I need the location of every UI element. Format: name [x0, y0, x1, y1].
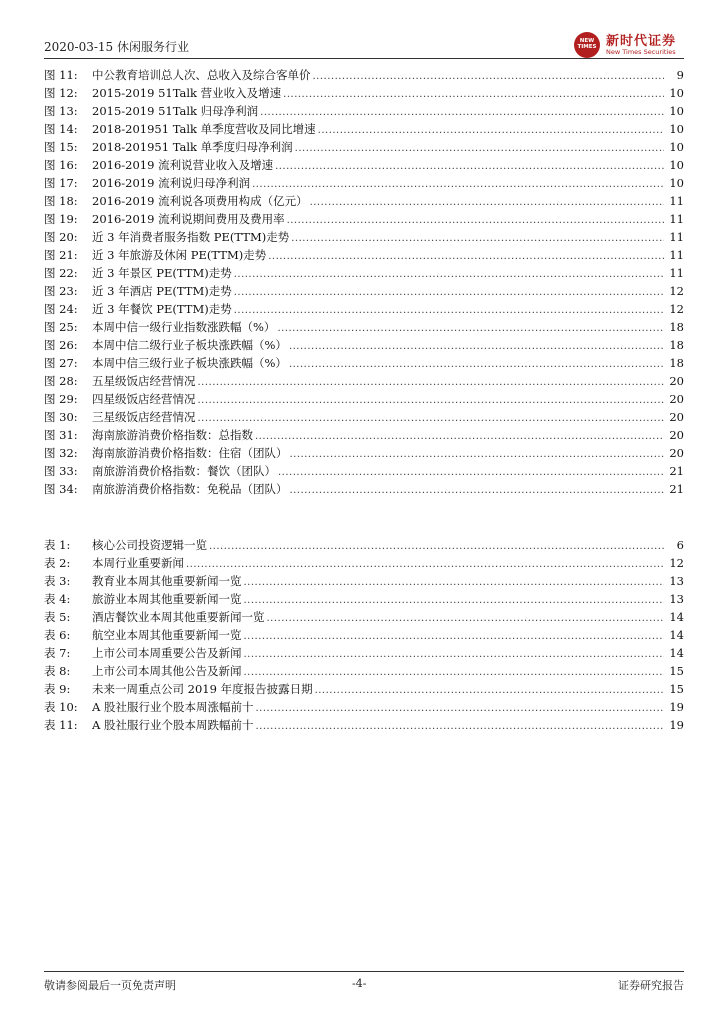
- toc-entry-label: 图 29:: [44, 392, 78, 406]
- toc-entry-title: 教育业本周其他重要新闻一览: [92, 574, 242, 588]
- toc-dot-leader: [92, 716, 664, 734]
- toc-entry-title: 海南旅游消费价格指数：总指数: [92, 428, 253, 442]
- toc-entry-label: 图 11:: [44, 68, 78, 82]
- toc-dot-leader: [92, 698, 664, 716]
- toc-entry-title: 海南旅游消费价格指数：住宿（团队）: [92, 446, 288, 460]
- toc-entry-label: 表 4:: [44, 592, 71, 606]
- toc-entry-page: 21: [669, 482, 684, 496]
- toc-entry-page: 13: [669, 574, 684, 588]
- toc-entry-page: 18: [669, 320, 684, 334]
- table-toc-row[interactable]: [44, 554, 684, 572]
- figure-toc-row[interactable]: [44, 408, 684, 426]
- toc-entry-page: 20: [669, 374, 684, 388]
- table-toc-row[interactable]: [44, 644, 684, 662]
- toc-entry-label: 图 18:: [44, 194, 78, 208]
- toc-dot-leader: [92, 210, 664, 228]
- toc-entry-page: 10: [669, 122, 684, 136]
- figure-toc-row[interactable]: [44, 354, 684, 372]
- figure-list: [44, 66, 684, 498]
- toc-entry-title: 四星级饭店经营情况: [92, 392, 196, 406]
- table-toc-row[interactable]: [44, 626, 684, 644]
- toc-dot-leader: [92, 662, 664, 680]
- toc-entry-page: 12: [669, 302, 684, 316]
- figure-toc-row[interactable]: [44, 336, 684, 354]
- toc-entry-label: 图 15:: [44, 140, 78, 154]
- toc-entry-page: 15: [669, 682, 684, 696]
- figure-toc-row[interactable]: [44, 372, 684, 390]
- toc-entry-page: 10: [669, 140, 684, 154]
- toc-dot-leader: [92, 480, 664, 498]
- toc-entry-page: 15: [669, 664, 684, 678]
- figure-toc-row[interactable]: [44, 300, 684, 318]
- toc-entry-page: 11: [669, 266, 684, 280]
- toc-entry-label: 图 28:: [44, 374, 78, 388]
- toc-entry-label: 图 24:: [44, 302, 78, 316]
- toc-dot-leader: [92, 426, 664, 444]
- toc-entry-page: 10: [669, 158, 684, 172]
- footer-divider: [44, 971, 684, 972]
- toc-entry-label: 图 27:: [44, 356, 78, 370]
- toc-dot-leader: [92, 120, 664, 138]
- toc-dot-leader: [92, 246, 664, 264]
- toc-entry-page: 12: [669, 556, 684, 570]
- toc-dot-leader: [92, 572, 664, 590]
- table-list: [44, 536, 684, 734]
- toc-entry-page: 9: [676, 68, 684, 82]
- toc-dot-leader: [92, 608, 664, 626]
- table-toc-row[interactable]: [44, 572, 684, 590]
- toc-entry-title: 2016-2019 流利说期间费用及费用率: [92, 212, 285, 226]
- toc-entry-page: 6: [676, 538, 684, 552]
- toc-entry-title: A 股社服行业个股本周跌幅前十: [92, 718, 254, 732]
- toc-entry-page: 10: [669, 86, 684, 100]
- toc-entry-page: 11: [669, 230, 684, 244]
- toc-entry-label: 图 12:: [44, 86, 78, 100]
- figure-toc-row[interactable]: [44, 480, 684, 498]
- figure-toc-row[interactable]: [44, 156, 684, 174]
- toc-entry-title: 中公教育培训总人次、总收入及综合客单价: [92, 68, 311, 82]
- toc-entry-title: 近 3 年景区 PE(TTM)走势: [92, 266, 232, 280]
- toc-dot-leader: [92, 300, 664, 318]
- toc-entry-label: 表 10:: [44, 700, 78, 714]
- toc-dot-leader: [92, 680, 664, 698]
- toc-entry-title: 三星级饭店经营情况: [92, 410, 196, 424]
- toc-entry-label: 图 13:: [44, 104, 78, 118]
- toc-dot-leader: [92, 138, 664, 156]
- figure-toc-row[interactable]: [44, 282, 684, 300]
- figure-toc-row[interactable]: [44, 102, 684, 120]
- toc-entry-page: 12: [669, 284, 684, 298]
- toc-entry-label: 图 14:: [44, 122, 78, 136]
- toc-entry-label: 图 34:: [44, 482, 78, 496]
- figure-toc-row[interactable]: [44, 246, 684, 264]
- toc-entry-page: 13: [669, 592, 684, 606]
- header-divider: [44, 58, 684, 59]
- toc-entry-title: 2018-201951 Talk 单季度归母净利润: [92, 140, 293, 154]
- toc-entry-title: 本周中信三级行业子板块涨跌幅（%）: [92, 356, 287, 370]
- toc-entry-label: 图 16:: [44, 158, 78, 172]
- toc-dot-leader: [92, 282, 664, 300]
- table-toc-row[interactable]: [44, 536, 684, 554]
- table-toc-row[interactable]: [44, 698, 684, 716]
- toc-entry-title: 2018-201951 Talk 单季度营收及同比增速: [92, 122, 316, 136]
- toc-entry-title: 近 3 年消费者服务指数 PE(TTM)走势: [92, 230, 290, 244]
- table-toc-row[interactable]: [44, 716, 684, 734]
- toc-entry-page: 11: [669, 212, 684, 226]
- figure-toc-row[interactable]: [44, 66, 684, 84]
- toc-entry-label: 表 5:: [44, 610, 71, 624]
- toc-entry-label: 图 19:: [44, 212, 78, 226]
- logo-badge-icon: NEW TIMES: [574, 32, 600, 58]
- toc-dot-leader: [92, 228, 664, 246]
- toc-entry-page: 18: [669, 338, 684, 352]
- toc-entry-title: 五星级饭店经营情况: [92, 374, 196, 388]
- toc-dot-leader: [92, 626, 664, 644]
- toc-dot-leader: [92, 102, 664, 120]
- toc-entry-page: 18: [669, 356, 684, 370]
- toc-entry-label: 表 6:: [44, 628, 71, 642]
- figure-toc-row[interactable]: [44, 318, 684, 336]
- footer-report-type: 证券研究报告: [618, 979, 684, 992]
- toc-entry-title: 航空业本周其他重要新闻一览: [92, 628, 242, 642]
- table-toc-row[interactable]: [44, 608, 684, 626]
- figure-toc-row[interactable]: [44, 462, 684, 480]
- figure-toc-row[interactable]: [44, 228, 684, 246]
- toc-entry-label: 表 2:: [44, 556, 71, 570]
- toc-entry-page: 20: [669, 446, 684, 460]
- toc-entry-title: 旅游业本周其他重要新闻一览: [92, 592, 242, 606]
- table-toc-row[interactable]: [44, 590, 684, 608]
- toc-entry-title: 上市公司本周其他公告及新闻: [92, 664, 242, 678]
- toc-entry-title: 本周行业重要新闻: [92, 556, 184, 570]
- figure-toc-row[interactable]: [44, 390, 684, 408]
- toc-dot-leader: [92, 264, 664, 282]
- toc-dot-leader: [92, 336, 664, 354]
- toc-dot-leader: [92, 354, 664, 372]
- toc-entry-page: 19: [669, 718, 684, 732]
- figure-toc-row[interactable]: [44, 210, 684, 228]
- toc-entry-page: 20: [669, 428, 684, 442]
- toc-dot-leader: [92, 318, 664, 336]
- figure-toc-row[interactable]: [44, 84, 684, 102]
- brand-logo: [574, 30, 686, 60]
- toc-entry-page: 10: [669, 176, 684, 190]
- toc-entry-page: 10: [669, 104, 684, 118]
- toc-entry-title: 2016-2019 流利说各项费用构成（亿元）: [92, 194, 308, 208]
- figure-toc-row[interactable]: [44, 192, 684, 210]
- toc-dot-leader: [92, 66, 664, 84]
- toc-entry-label: 表 7:: [44, 646, 71, 660]
- logo-english-name: New Times Securities: [606, 48, 676, 56]
- toc-entry-page: 14: [669, 610, 684, 624]
- toc-entry-title: 上市公司本周重要公告及新闻: [92, 646, 242, 660]
- toc-entry-page: 11: [669, 248, 684, 262]
- toc-entry-page: 14: [669, 628, 684, 642]
- toc-entry-label: 图 20:: [44, 230, 78, 244]
- toc-entry-title: 2015-2019 51Talk 营业收入及增速: [92, 86, 282, 100]
- toc-dot-leader: [92, 390, 664, 408]
- toc-dot-leader: [92, 408, 664, 426]
- toc-entry-page: 19: [669, 700, 684, 714]
- table-toc-row[interactable]: [44, 662, 684, 680]
- toc-entry-label: 图 22:: [44, 266, 78, 280]
- page-number: -4-: [352, 977, 367, 990]
- toc-dot-leader: [92, 536, 664, 554]
- toc-entry-title: 2016-2019 流利说归母净利润: [92, 176, 251, 190]
- toc-entry-label: 图 31:: [44, 428, 78, 442]
- toc-entry-label: 图 33:: [44, 464, 78, 478]
- footer-disclaimer: 敬请参阅最后一页免责声明: [44, 979, 176, 992]
- toc-entry-title: 南旅游消费价格指数：餐饮（团队）: [92, 464, 276, 478]
- toc-dot-leader: [92, 372, 664, 390]
- toc-dot-leader: [92, 192, 664, 210]
- figure-toc-row[interactable]: [44, 138, 684, 156]
- toc-entry-label: 表 3:: [44, 574, 71, 588]
- toc-dot-leader: [92, 462, 664, 480]
- toc-entry-label: 图 26:: [44, 338, 78, 352]
- toc-entry-label: 图 25:: [44, 320, 78, 334]
- toc-entry-title: A 股社服行业个股本周涨幅前十: [92, 700, 254, 714]
- toc-entry-page: 21: [669, 464, 684, 478]
- toc-entry-page: 11: [669, 194, 684, 208]
- toc-entry-label: 表 8:: [44, 664, 71, 678]
- toc-dot-leader: [92, 174, 664, 192]
- header-date-industry: 2020-03-15 休闲服务行业: [44, 40, 190, 54]
- toc-dot-leader: [92, 444, 664, 462]
- toc-dot-leader: [92, 84, 664, 102]
- toc-entry-title: 2016-2019 流利说营业收入及增速: [92, 158, 274, 172]
- table-toc-row[interactable]: [44, 680, 684, 698]
- toc-entry-title: 近 3 年餐饮 PE(TTM)走势: [92, 302, 232, 316]
- toc-entry-label: 图 17:: [44, 176, 78, 190]
- figure-toc-row[interactable]: [44, 426, 684, 444]
- toc-entry-page: 14: [669, 646, 684, 660]
- toc-entry-title: 南旅游消费价格指数：免税品（团队）: [92, 482, 288, 496]
- toc-dot-leader: [92, 554, 664, 572]
- toc-entry-label: 图 30:: [44, 410, 78, 424]
- toc-dot-leader: [92, 590, 664, 608]
- toc-entry-page: 20: [669, 392, 684, 406]
- toc-entry-title: 酒店餐饮业本周其他重要新闻一览: [92, 610, 265, 624]
- toc-entry-title: 近 3 年酒店 PE(TTM)走势: [92, 284, 232, 298]
- toc-dot-leader: [92, 644, 664, 662]
- toc-entry-label: 图 23:: [44, 284, 78, 298]
- figure-toc-row[interactable]: [44, 174, 684, 192]
- toc-entry-label: 图 21:: [44, 248, 78, 262]
- toc-entry-title: 未来一周重点公司 2019 年度报告披露日期: [92, 682, 313, 696]
- toc-entry-label: 表 11:: [44, 718, 78, 732]
- toc-entry-label: 表 1:: [44, 538, 71, 552]
- toc-entry-title: 近 3 年旅游及休闲 PE(TTM)走势: [92, 248, 267, 262]
- figure-toc-row[interactable]: [44, 264, 684, 282]
- toc-dot-leader: [92, 156, 664, 174]
- toc-entry-label: 表 9:: [44, 682, 71, 696]
- logo-chinese-name: 新时代证券: [606, 34, 677, 49]
- toc-entry-title: 本周中信一级行业指数涨跌幅（%）: [92, 320, 276, 334]
- toc-entry-title: 2015-2019 51Talk 归母净利润: [92, 104, 259, 118]
- figure-toc-row[interactable]: [44, 444, 684, 462]
- toc-entry-page: 20: [669, 410, 684, 424]
- toc-entry-label: 图 32:: [44, 446, 78, 460]
- toc-entry-title: 本周中信二级行业子板块涨跌幅（%）: [92, 338, 287, 352]
- figure-toc-row[interactable]: [44, 120, 684, 138]
- toc-entry-title: 核心公司投资逻辑一览: [92, 538, 207, 552]
